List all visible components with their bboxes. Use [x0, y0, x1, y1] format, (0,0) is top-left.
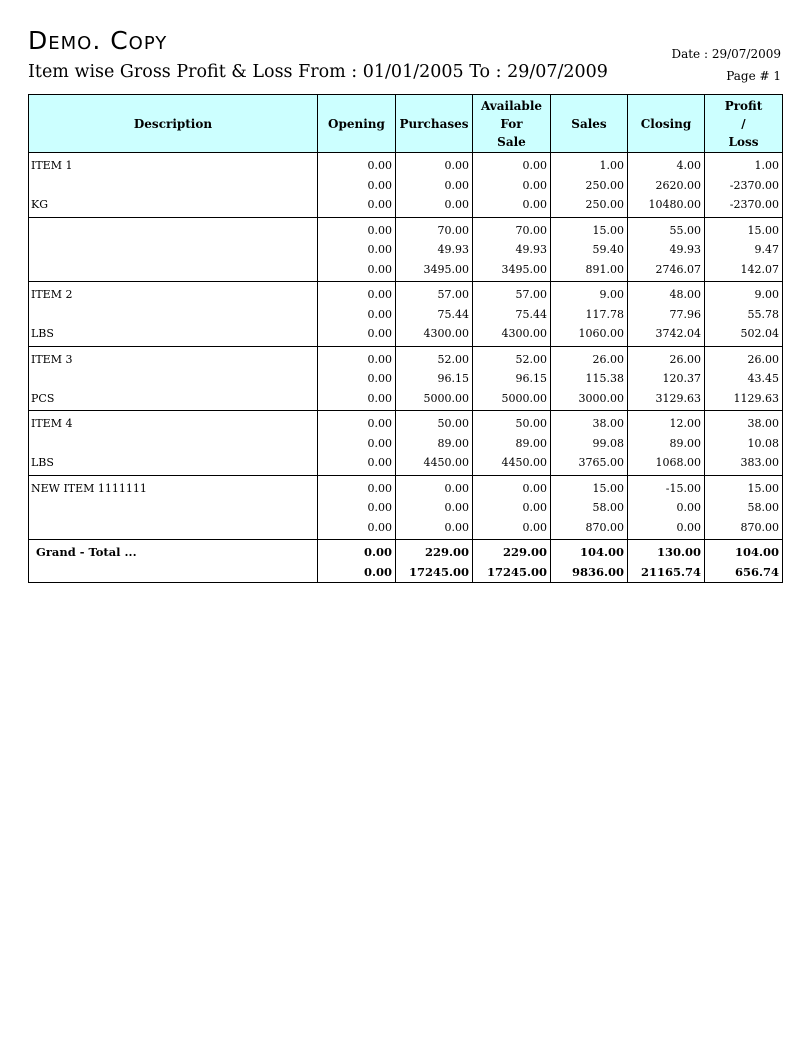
- cell-profit-loss: 383.00: [705, 453, 783, 473]
- cell-available-for-sale: 52.00: [473, 346, 551, 369]
- cell-opening: 0.00: [318, 260, 396, 280]
- cell-available-for-sale: 4450.00: [473, 453, 551, 473]
- cell-sales: 104.00: [551, 540, 628, 563]
- cell-available-for-sale: 89.00: [473, 434, 551, 454]
- cell-purchases: 0.00: [396, 475, 473, 498]
- cell-available-for-sale: 0.00: [473, 518, 551, 538]
- cell-purchases: 4300.00: [396, 324, 473, 344]
- cell-purchases: 3495.00: [396, 260, 473, 280]
- cell-profit-loss: 43.45: [705, 369, 783, 389]
- cell-closing: 10480.00: [628, 195, 705, 215]
- cell-available-for-sale: 0.00: [473, 176, 551, 196]
- cell-available-for-sale: 0.00: [473, 498, 551, 518]
- cell-profit-loss: 656.74: [705, 563, 783, 583]
- cell-available-for-sale: 3495.00: [473, 260, 551, 280]
- page-number: Page # 1: [726, 69, 781, 83]
- cell-description: ITEM 4: [29, 411, 318, 434]
- cell-description: ITEM 1: [29, 153, 318, 176]
- cell-sales: 9836.00: [551, 563, 628, 583]
- cell-description: [29, 518, 318, 538]
- cell-profit-loss: 1.00: [705, 153, 783, 176]
- cell-sales: 58.00: [551, 498, 628, 518]
- cell-sales: 15.00: [551, 475, 628, 498]
- column-header-line: Closing: [640, 116, 692, 131]
- cell-closing: 48.00: [628, 282, 705, 305]
- cell-description: [29, 260, 318, 280]
- table-row: [29, 475, 783, 498]
- cell-purchases: 0.00: [396, 176, 473, 196]
- cell-description: [29, 217, 318, 240]
- cell-description: [29, 498, 318, 518]
- cell-profit-loss: -2370.00: [705, 195, 783, 215]
- table-row: [29, 153, 783, 176]
- item-group: [29, 217, 783, 282]
- cell-sales: 38.00: [551, 411, 628, 434]
- column-header-line: /: [741, 116, 746, 131]
- column-header-line: Purchases: [399, 116, 469, 131]
- cell-purchases: 17245.00: [396, 563, 473, 583]
- cell-profit-loss: 9.00: [705, 282, 783, 305]
- cell-closing: 120.37: [628, 369, 705, 389]
- cell-opening: 0.00: [318, 453, 396, 473]
- column-header-purchases: [396, 95, 473, 153]
- cell-description: [29, 563, 318, 583]
- cell-profit-loss: 26.00: [705, 346, 783, 369]
- profit-loss-table: [28, 94, 783, 583]
- cell-available-for-sale: 0.00: [473, 195, 551, 215]
- cell-opening: 0.00: [318, 324, 396, 344]
- cell-closing: 26.00: [628, 346, 705, 369]
- cell-description: [29, 369, 318, 389]
- cell-sales: 870.00: [551, 518, 628, 538]
- cell-opening: 0.00: [318, 389, 396, 409]
- table-row: [29, 217, 783, 240]
- cell-opening: 0.00: [318, 369, 396, 389]
- cell-closing: 0.00: [628, 498, 705, 518]
- cell-opening: 0.00: [318, 217, 396, 240]
- table-row: [29, 434, 783, 454]
- column-header-available-for-sale: [473, 95, 551, 153]
- column-header-profit-loss: [705, 95, 783, 153]
- cell-description: ITEM 2: [29, 282, 318, 305]
- table-row: [29, 240, 783, 260]
- cell-opening: 0.00: [318, 282, 396, 305]
- cell-profit-loss: 55.78: [705, 305, 783, 325]
- cell-profit-loss: -2370.00: [705, 176, 783, 196]
- cell-sales: 3765.00: [551, 453, 628, 473]
- cell-purchases: 49.93: [396, 240, 473, 260]
- cell-closing: 55.00: [628, 217, 705, 240]
- cell-description: Grand - Total ...: [29, 540, 318, 563]
- cell-description: LBS: [29, 453, 318, 473]
- cell-purchases: 0.00: [396, 153, 473, 176]
- cell-profit-loss: 15.00: [705, 217, 783, 240]
- column-header-line: Sale: [497, 134, 526, 149]
- cell-available-for-sale: 4300.00: [473, 324, 551, 344]
- cell-description: [29, 240, 318, 260]
- cell-profit-loss: 38.00: [705, 411, 783, 434]
- cell-sales: 115.38: [551, 369, 628, 389]
- cell-closing: 3129.63: [628, 389, 705, 409]
- cell-closing: 1068.00: [628, 453, 705, 473]
- cell-closing: 130.00: [628, 540, 705, 563]
- cell-opening: 0.00: [318, 563, 396, 583]
- cell-opening: 0.00: [318, 195, 396, 215]
- table-row: [29, 498, 783, 518]
- report-date: Date : 29/07/2009: [671, 47, 781, 61]
- cell-closing: 12.00: [628, 411, 705, 434]
- cell-closing: 2746.07: [628, 260, 705, 280]
- cell-profit-loss: 142.07: [705, 260, 783, 280]
- cell-closing: 89.00: [628, 434, 705, 454]
- cell-closing: 0.00: [628, 518, 705, 538]
- column-header-line: Profit: [724, 98, 763, 113]
- table-row: [29, 195, 783, 215]
- company-name: Demo. Copy: [28, 26, 168, 55]
- cell-purchases: 4450.00: [396, 453, 473, 473]
- cell-closing: 4.00: [628, 153, 705, 176]
- cell-opening: 0.00: [318, 305, 396, 325]
- table-row: [29, 282, 783, 305]
- cell-closing: -15.00: [628, 475, 705, 498]
- cell-opening: 0.00: [318, 153, 396, 176]
- cell-sales: 1060.00: [551, 324, 628, 344]
- cell-available-for-sale: 0.00: [473, 475, 551, 498]
- cell-description: LBS: [29, 324, 318, 344]
- table-row: [29, 324, 783, 344]
- cell-purchases: 70.00: [396, 217, 473, 240]
- cell-closing: 77.96: [628, 305, 705, 325]
- table-row: [29, 369, 783, 389]
- cell-sales: 250.00: [551, 176, 628, 196]
- table-row: [29, 346, 783, 369]
- cell-profit-loss: 870.00: [705, 518, 783, 538]
- item-group: [29, 153, 783, 218]
- column-header-line: For: [500, 116, 523, 131]
- cell-purchases: 75.44: [396, 305, 473, 325]
- cell-profit-loss: 502.04: [705, 324, 783, 344]
- cell-description: KG: [29, 195, 318, 215]
- cell-closing: 2620.00: [628, 176, 705, 196]
- cell-profit-loss: 10.08: [705, 434, 783, 454]
- cell-description: [29, 305, 318, 325]
- table-row: [29, 411, 783, 434]
- cell-opening: 0.00: [318, 475, 396, 498]
- table-row: [29, 518, 783, 538]
- cell-purchases: 89.00: [396, 434, 473, 454]
- cell-sales: 59.40: [551, 240, 628, 260]
- column-header-line: Sales: [571, 116, 607, 131]
- cell-opening: 0.00: [318, 411, 396, 434]
- cell-opening: 0.00: [318, 540, 396, 563]
- column-header-sales: [551, 95, 628, 153]
- cell-sales: 891.00: [551, 260, 628, 280]
- cell-purchases: 57.00: [396, 282, 473, 305]
- cell-available-for-sale: 5000.00: [473, 389, 551, 409]
- cell-opening: 0.00: [318, 240, 396, 260]
- cell-available-for-sale: 57.00: [473, 282, 551, 305]
- cell-description: ITEM 3: [29, 346, 318, 369]
- column-header-line: Available: [480, 98, 543, 113]
- cell-purchases: 50.00: [396, 411, 473, 434]
- cell-sales: 26.00: [551, 346, 628, 369]
- item-group: [29, 346, 783, 411]
- cell-purchases: 0.00: [396, 195, 473, 215]
- report-title: Item wise Gross Profit & Loss From : 01/01/2005 To : 29/07/2009: [28, 62, 608, 82]
- cell-available-for-sale: 49.93: [473, 240, 551, 260]
- cell-opening: 0.00: [318, 434, 396, 454]
- cell-purchases: 0.00: [396, 498, 473, 518]
- grand-total-row: [29, 540, 783, 563]
- table-row: [29, 176, 783, 196]
- cell-purchases: 5000.00: [396, 389, 473, 409]
- grand-total-row: [29, 563, 783, 583]
- cell-profit-loss: 58.00: [705, 498, 783, 518]
- cell-sales: 250.00: [551, 195, 628, 215]
- cell-available-for-sale: 50.00: [473, 411, 551, 434]
- table-row: [29, 389, 783, 409]
- cell-sales: 99.08: [551, 434, 628, 454]
- cell-available-for-sale: 229.00: [473, 540, 551, 563]
- cell-sales: 15.00: [551, 217, 628, 240]
- cell-description: NEW ITEM 1111111: [29, 475, 318, 498]
- cell-available-for-sale: 17245.00: [473, 563, 551, 583]
- item-group: [29, 411, 783, 476]
- cell-profit-loss: 15.00: [705, 475, 783, 498]
- column-header-line: Loss: [728, 134, 759, 149]
- cell-profit-loss: 9.47: [705, 240, 783, 260]
- cell-closing: 3742.04: [628, 324, 705, 344]
- column-header-line: Description: [133, 116, 213, 131]
- cell-profit-loss: 104.00: [705, 540, 783, 563]
- cell-available-for-sale: 96.15: [473, 369, 551, 389]
- cell-description: [29, 176, 318, 196]
- cell-description: [29, 434, 318, 454]
- cell-purchases: 96.15: [396, 369, 473, 389]
- table-row: [29, 260, 783, 280]
- column-header-line: Opening: [328, 116, 385, 131]
- cell-sales: 9.00: [551, 282, 628, 305]
- cell-purchases: 0.00: [396, 518, 473, 538]
- cell-purchases: 229.00: [396, 540, 473, 563]
- column-header-description: [29, 95, 318, 153]
- cell-opening: 0.00: [318, 518, 396, 538]
- table-header: [29, 95, 783, 153]
- item-group: [29, 282, 783, 347]
- table-row: [29, 453, 783, 473]
- cell-opening: 0.00: [318, 346, 396, 369]
- cell-sales: 3000.00: [551, 389, 628, 409]
- cell-closing: 49.93: [628, 240, 705, 260]
- cell-opening: 0.00: [318, 176, 396, 196]
- table-row: [29, 305, 783, 325]
- cell-description: PCS: [29, 389, 318, 409]
- cell-sales: 1.00: [551, 153, 628, 176]
- cell-sales: 117.78: [551, 305, 628, 325]
- cell-opening: 0.00: [318, 498, 396, 518]
- cell-closing: 21165.74: [628, 563, 705, 583]
- cell-available-for-sale: 70.00: [473, 217, 551, 240]
- cell-available-for-sale: 75.44: [473, 305, 551, 325]
- item-group: [29, 475, 783, 540]
- column-header-opening: [318, 95, 396, 153]
- cell-purchases: 52.00: [396, 346, 473, 369]
- cell-available-for-sale: 0.00: [473, 153, 551, 176]
- column-header-closing: [628, 95, 705, 153]
- cell-profit-loss: 1129.63: [705, 389, 783, 409]
- grand-total-section: [29, 540, 783, 583]
